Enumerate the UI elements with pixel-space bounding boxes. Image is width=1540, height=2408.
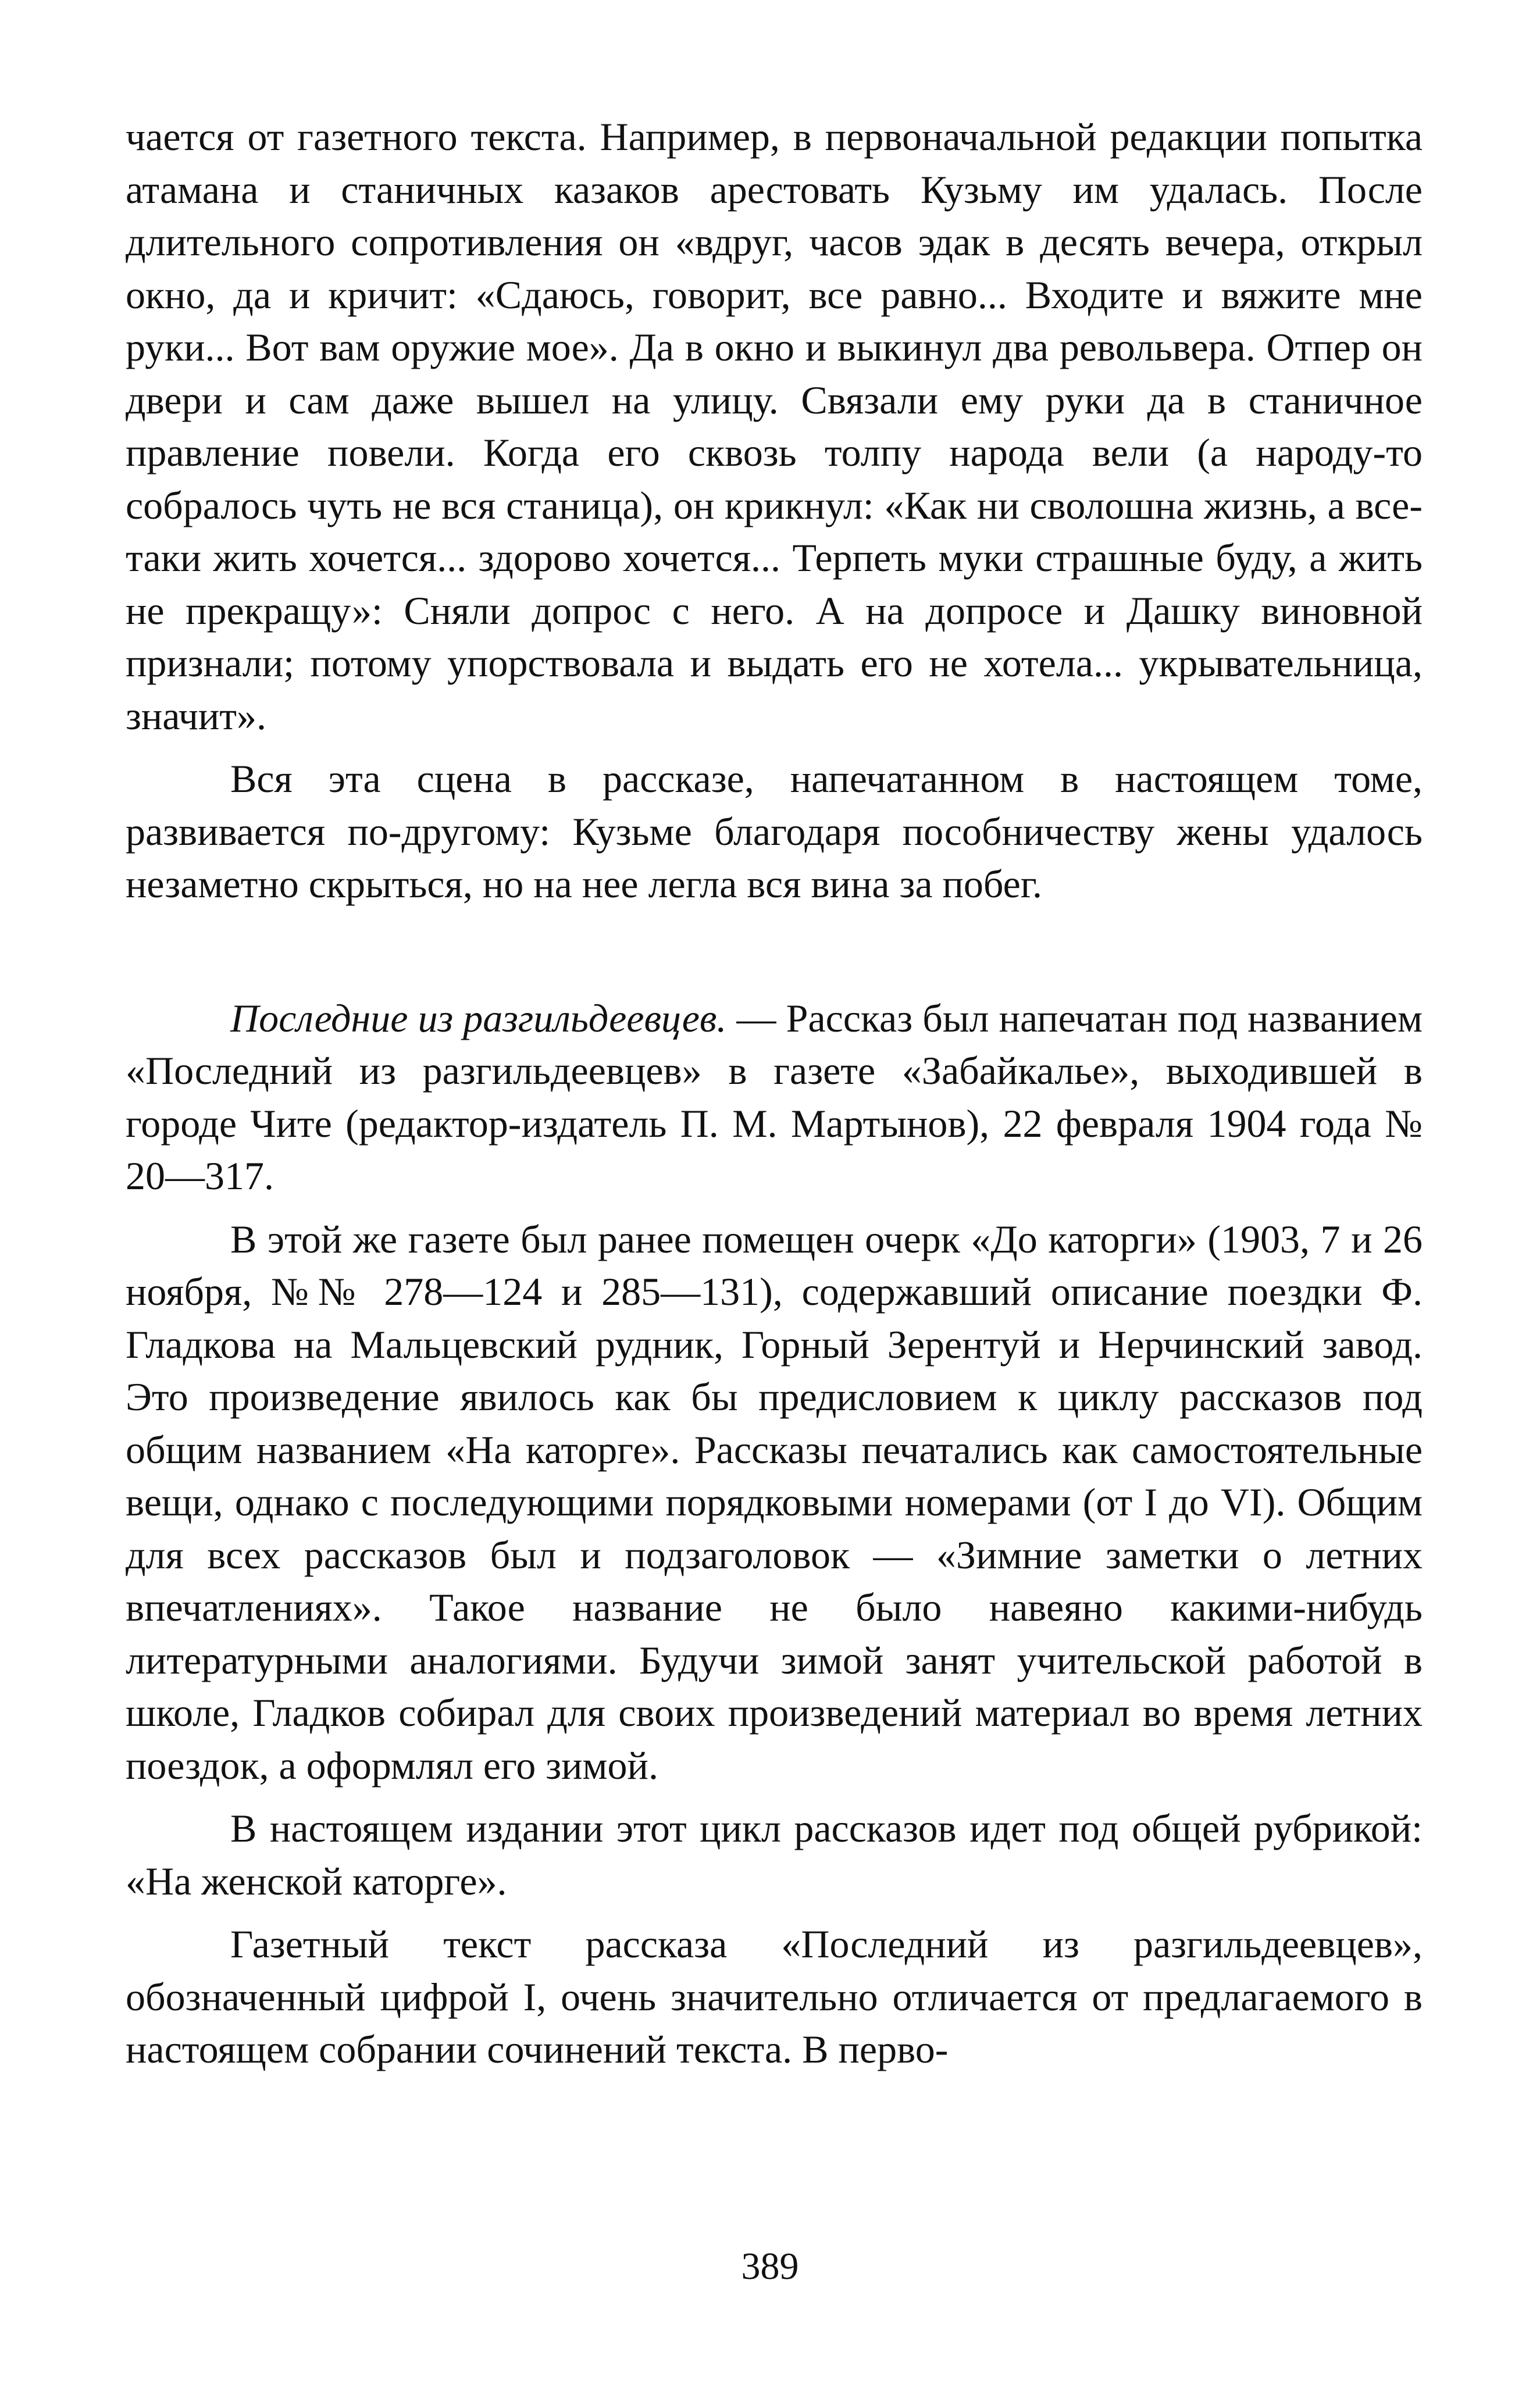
paragraph-kuzma-arrest: чается от газетного текста. Например, в первоначальной редакции попытка атамана и станичных казаков арестовать Кузьму им удалась. После длительного сопротивления он «вдруг, часов эдак в десять вечера, открыл окно, да и кричит: «Сдаюсь, говорит, все равно... Входите и вяжите мне руки... Вот вам оружие мое». Да в окно и выкинул два револьвера. Отпер он двери и сам даже вышел на улицу. Связали ему руки да в станичное правление повели. Когда его сквозь толпу народа вели (а народу-то собралось чуть не вся станица), он крикнул: «Как ни сволошна жизнь, а все-таки жить хочется... здорово хочется... Терпеть муки страшные буду, а жить не прекращу»: Сняли допрос с него. А на допросе и Дашку виновной признали; потому упорствовала и выдать его не хотела... укрывательница, значит».: [126, 115, 1423, 738]
paragraph-current-edition: В настоящем издании этот цикл рассказов идет под общей рубрикой: «На женской каторге».: [126, 1806, 1423, 1903]
story-title: Последние из разгильдеевцев.: [230, 996, 727, 1040]
paragraph-do-katorgi: В этой же газете был ранее помещен очерк «До каторги» (1903, 7 и 26 ноября, №№ 278—124 и 285—131), содержавший описание поездки Ф. Гладкова на Мальцевский рудник, Горный Зерентуй и Нерчинский завод. Это произведение явилось как бы предисловием к циклу рассказов под общим названием «На каторге». Рассказы печатались как самостоятельные вещи, однако с последующими порядковыми номерами (от I до VI). Общим для всех рассказов был и подзаголовок — «Зимние заметки о летних впечатлениях». Такое название не было навеяно какими-нибудь литературными аналогиями. Будучи зимой занят учительской работой в школе, Гладков собирал для своих произведений материал во время летних поездок, а оформлял его зимой.: [126, 1217, 1423, 1788]
paragraph-newspaper-text: Газетный текст рассказа «Последний из разгильдеевцев», обозначенный цифрой I, очень значительно отличается от предлагаемого в настоящем собрании сочинений текста. В перво-: [126, 1922, 1423, 2071]
paragraph-razgildeevtsy-intro: [126, 992, 1423, 1203]
story-publication-note: — Рассказ был напечатан под названием «Последний из разгильдеевцев» в газете «Забайкалье», выходившей в городе Чите (редактор-издатель П. М. Мартынов), 22 февраля 1904 года № 20—317.: [126, 996, 1423, 1198]
paragraph-scene-differs: Вся эта сцена в рассказе, напечатанном в настоящем томе, развивается по-другому: Кузьме благодаря пособничеству жены удалось незаметно скрыться, но на нее легла вся вина за побег.: [126, 757, 1423, 906]
page-number: 389: [741, 2245, 799, 2288]
document-page: [126, 110, 1423, 2076]
